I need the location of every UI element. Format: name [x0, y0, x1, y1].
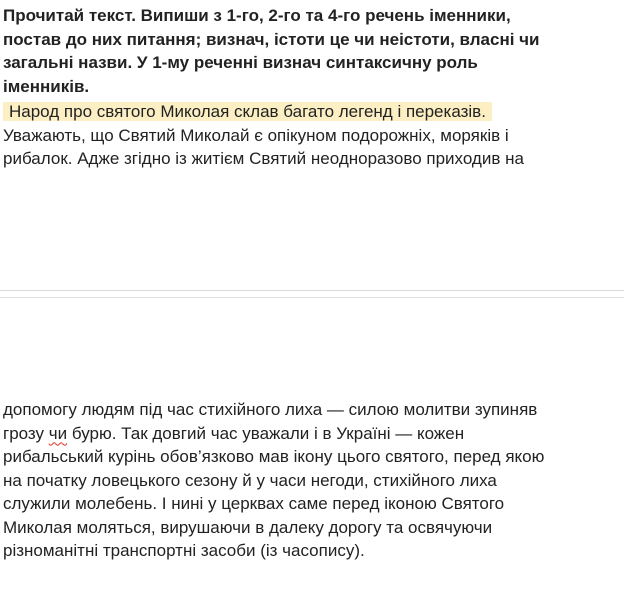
passage-line: [3, 422, 619, 446]
passage-line: рибальський курінь обов’язково мав ікону цього святого, перед якою: [3, 447, 545, 466]
passage-line: Миколая моляться, вирушаючи в далеку дорогу та освячуючи: [3, 517, 493, 537]
passage-line: служили молебень. І нині у церквах саме перед іконою Святого: [3, 494, 505, 513]
task-line: загальні назви. У 1-му реченні визнач синтаксичну роль: [3, 53, 478, 72]
passage-line: допомогу людям під час стихійного лиха — силою молитви зупиняв: [3, 400, 538, 419]
passage-line: різноманітні транспортні засоби (із часопису).: [3, 541, 365, 560]
page-break-shadow: [0, 297, 624, 298]
document-page-top: [0, 0, 624, 288]
passage-bottom: [3, 398, 619, 563]
passage-text: грозу: [3, 423, 49, 443]
highlighted-sentence[interactable]: Народ про святого Миколая склав багато легенд і переказів.: [3, 102, 492, 121]
passage-line: на початку ловецького сезону й у часи негоди, стихійного лиха: [3, 470, 497, 490]
page-break-line: [0, 290, 624, 291]
passage-text: бурю. Так довгий час уважали і в Україні — кожен: [67, 423, 465, 443]
passage-line: Уважають, що Святий Миколай є опікуном подорожніх, моряків і: [3, 125, 509, 145]
passage-line: рибалок. Адже згідно із житієм Святий неодноразово приходив на: [3, 149, 524, 168]
task-line: іменників.: [3, 76, 90, 96]
task-line: постав до них питання; визнач, істоти це чи неістоти, власні чи: [3, 29, 540, 49]
spellcheck-flagged-word[interactable]: чи: [48, 423, 68, 443]
task-instructions: [3, 4, 619, 98]
passage-line: [3, 100, 619, 124]
passage-top: [3, 100, 619, 171]
task-line: Прочитай текст. Випиши з 1-го, 2-го та 4-го речень іменники,: [3, 6, 511, 25]
